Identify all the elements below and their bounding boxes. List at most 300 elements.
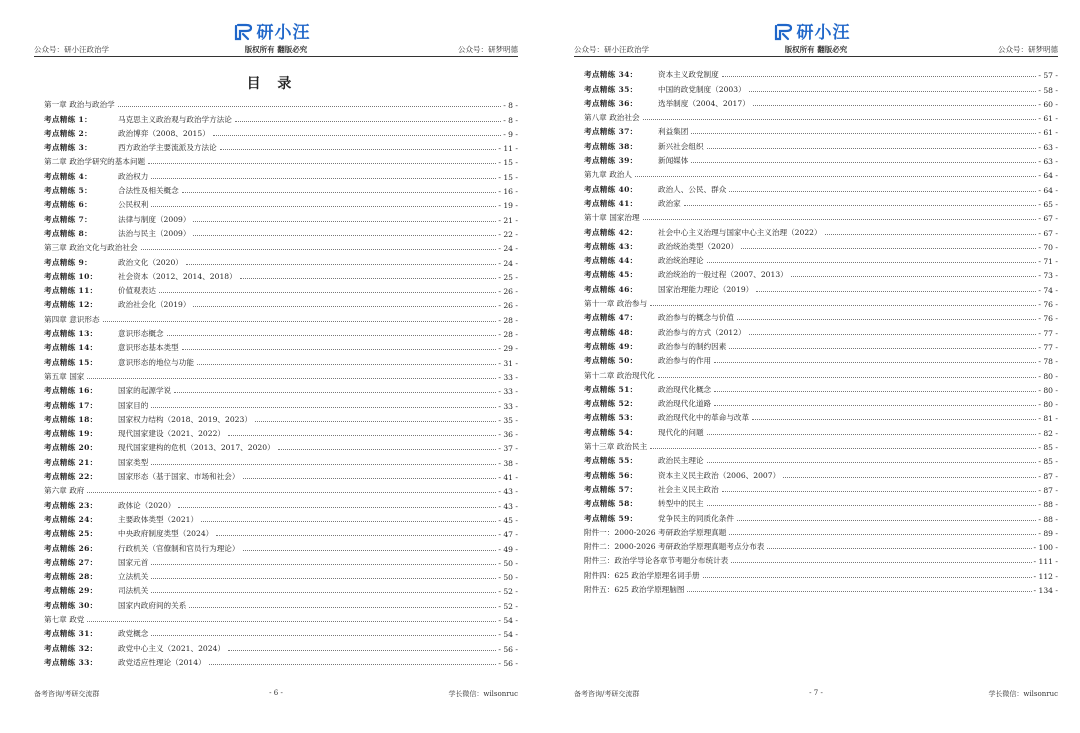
toc-entry[interactable] — [44, 196, 518, 210]
entry-code: 考点精练 50： — [584, 356, 638, 366]
entry-code: 考点精练 30： — [44, 600, 98, 610]
toc-entry[interactable] — [44, 639, 518, 653]
entry-page: - 8 - — [503, 101, 518, 111]
entry-title: 政党中心主义（2021、2024） — [118, 643, 225, 653]
dot-leader — [220, 149, 497, 150]
toc-chapter[interactable] — [44, 153, 518, 167]
entry-title: 第三章 政治文化与政治社会 — [44, 243, 138, 253]
dot-leader — [148, 163, 496, 164]
toc-list — [584, 66, 1058, 595]
entry-code: 考点精练 35： — [584, 84, 638, 94]
toc-entry[interactable] — [44, 268, 518, 282]
entry-code: 考点精练 38： — [584, 141, 638, 151]
entry-page: - 43 - — [498, 501, 518, 511]
entry-title: 国家类型 — [118, 457, 149, 467]
entry-code: 考点精练 36： — [584, 98, 638, 108]
dot-leader — [714, 362, 1036, 363]
entry-page: - 15 - — [498, 158, 518, 168]
toc-entry[interactable] — [584, 180, 1058, 194]
dot-leader — [151, 592, 496, 593]
entry-title: 党争民主的同质化条件 — [658, 513, 734, 523]
entry-page: - 87 - — [1038, 471, 1058, 481]
entry-title: 政治家 — [658, 198, 681, 208]
entry-code: 考点精练 40： — [584, 184, 638, 194]
dot-leader — [741, 248, 1036, 249]
dot-leader — [193, 235, 496, 236]
entry-title: 新闻媒体 — [658, 156, 689, 166]
toc-entry[interactable] — [584, 509, 1058, 523]
dot-leader — [228, 650, 496, 651]
dot-leader — [691, 133, 1036, 134]
entry-title: 政治参与的作用 — [658, 356, 712, 366]
toc-chapter[interactable] — [44, 310, 518, 324]
entry-page: - 56 - — [498, 644, 518, 654]
dot-leader — [731, 562, 1031, 563]
toc-entry[interactable] — [584, 252, 1058, 266]
toc-chapter[interactable] — [584, 295, 1058, 309]
toc-chapter[interactable] — [584, 109, 1058, 123]
page-header — [574, 44, 1058, 56]
entry-page: - 87 - — [1038, 485, 1058, 495]
toc-chapter[interactable] — [44, 482, 518, 496]
entry-title: 第九章 政治人 — [584, 170, 632, 180]
entry-page: - 56 - — [498, 658, 518, 668]
dot-leader — [151, 578, 496, 579]
entry-code: 考点精练 17： — [44, 400, 98, 410]
entry-title: 政治现代化道路 — [658, 399, 712, 409]
toc-entry[interactable] — [584, 309, 1058, 323]
entry-code: 考点精练 37： — [584, 127, 638, 137]
entry-title: 国家目的 — [118, 400, 149, 410]
entry-title: 新兴社会组织 — [658, 141, 704, 151]
entry-code: 考点精练 26： — [44, 543, 98, 553]
dot-leader — [151, 464, 496, 465]
page-footer — [34, 689, 518, 701]
entry-page: - 82 - — [1038, 428, 1058, 438]
entry-title: 资本主义民主政治（2006、2007） — [658, 470, 781, 480]
toc-entry[interactable] — [584, 195, 1058, 209]
footer-left: 备考咨询/考研交流群 — [34, 690, 100, 698]
dot-leader — [178, 507, 496, 508]
dot-leader — [707, 262, 1037, 263]
entry-code: 考点精练 41： — [584, 198, 638, 208]
dot-leader — [151, 635, 496, 636]
page-number: - 7 - — [809, 689, 823, 697]
entry-title: 立法机关 — [118, 572, 149, 582]
dot-leader — [707, 434, 1037, 435]
dot-leader — [691, 162, 1036, 163]
dot-leader — [752, 419, 1036, 420]
toc-chapter[interactable] — [44, 611, 518, 625]
toc-entry[interactable] — [584, 95, 1058, 109]
dot-leader — [103, 321, 497, 322]
toc-entry[interactable] — [584, 80, 1058, 94]
entry-page: - 71 - — [1038, 257, 1058, 267]
dot-leader — [151, 407, 496, 408]
toc-entry[interactable] — [44, 210, 518, 224]
dot-leader — [729, 534, 1036, 535]
entry-code: 考点精练 5： — [44, 186, 92, 196]
entry-page: - 61 - — [1038, 114, 1058, 124]
entry-page: - 9 - — [503, 129, 518, 139]
entry-page: - 43 - — [498, 487, 518, 497]
entry-code: 考点精练 16： — [44, 386, 98, 396]
toc-entry[interactable] — [44, 625, 518, 639]
dot-leader — [749, 91, 1037, 92]
entry-title: 国家治理能力理论（2019） — [658, 284, 754, 294]
toc-entry[interactable] — [584, 123, 1058, 137]
toc-chapter[interactable] — [584, 366, 1058, 380]
toc-chapter[interactable] — [584, 581, 1058, 595]
entry-page: - 47 - — [498, 530, 518, 540]
toc-entry[interactable] — [44, 596, 518, 610]
entry-title: 利益集团 — [658, 127, 689, 137]
entry-title: 社会主义民主政治 — [658, 484, 719, 494]
dot-leader — [658, 377, 1037, 378]
entry-code: 考点精练 45： — [584, 270, 638, 280]
header-left: 公众号：研小汪政治学 — [574, 45, 649, 54]
header-center: 版权所有 翻版必究 — [784, 45, 848, 54]
entry-page: - 24 - — [498, 258, 518, 268]
entry-code: 考点精练 10： — [44, 271, 98, 281]
entry-page: - 31 - — [498, 358, 518, 368]
toc-entry[interactable] — [44, 468, 518, 482]
entry-code: 考点精练 52： — [584, 399, 638, 409]
entry-title: 西方政治学主要流派及方法论 — [118, 143, 217, 153]
entry-code: 考点精练 56： — [584, 470, 638, 480]
entry-page: - 77 - — [1038, 342, 1058, 352]
entry-title: 意识形态概念 — [118, 329, 164, 339]
entry-code: 考点精练 54： — [584, 427, 638, 437]
dot-leader — [737, 520, 1036, 521]
toc-entry[interactable] — [44, 525, 518, 539]
entry-code: 考点精练 20： — [44, 443, 98, 453]
entry-code: 考点精练 51： — [584, 384, 638, 394]
entry-title: 附件五：625 政治学原理脑图 — [584, 584, 685, 594]
toc-chapter[interactable] — [44, 96, 518, 110]
toc-chapter[interactable] — [584, 538, 1058, 552]
entry-title: 第十一章 政治参与 — [584, 299, 648, 309]
entry-title: 政治民主理论 — [658, 456, 704, 466]
entry-title: 司法机关 — [118, 586, 149, 596]
entry-title: 价值观表达 — [118, 286, 156, 296]
entry-page: - 29 - — [498, 344, 518, 354]
toc-chapter[interactable] — [584, 524, 1058, 538]
toc-entry[interactable] — [44, 568, 518, 582]
toc-entry[interactable] — [44, 582, 518, 596]
toc-entry[interactable] — [44, 325, 518, 339]
dot-leader — [684, 205, 1037, 206]
dot-leader — [182, 192, 497, 193]
entry-title: 政治统治理论 — [658, 256, 704, 266]
entry-code: 考点精练 23： — [44, 500, 98, 510]
entry-title: 社会中心主义治理与国家中心主义治理（2022） — [658, 227, 822, 237]
entry-page: - 15 - — [498, 172, 518, 182]
entry-code: 考点精练 13： — [44, 329, 98, 339]
entry-code: 考点精练 24： — [44, 514, 98, 524]
toc-entry[interactable] — [584, 266, 1058, 280]
entry-page: - 26 - — [498, 287, 518, 297]
entry-page: - 38 - — [498, 458, 518, 468]
entry-title: 政治权力 — [118, 171, 149, 181]
entry-title: 社会资本（2012、2014、2018） — [118, 271, 237, 281]
header-right: 公众号：研梦明德 — [998, 45, 1058, 54]
entry-code: 考点精练 39： — [584, 156, 638, 166]
entry-page: - 16 - — [498, 187, 518, 197]
entry-title: 国家的起源学说 — [118, 386, 172, 396]
dot-leader — [255, 421, 496, 422]
dot-leader — [228, 435, 496, 436]
entry-page: - 85 - — [1038, 457, 1058, 467]
entry-page: - 134 - — [1033, 585, 1058, 595]
entry-title: 行政机关（官僚制和官员行为理论） — [118, 543, 240, 553]
dot-leader — [216, 535, 496, 536]
entry-code: 考点精练 46： — [584, 284, 638, 294]
entry-code: 考点精练 1： — [44, 114, 92, 124]
dot-leader — [243, 478, 497, 479]
entry-page: - 76 - — [1038, 314, 1058, 324]
logo-icon — [774, 23, 794, 41]
toc-entry[interactable] — [584, 352, 1058, 366]
dot-leader — [193, 306, 496, 307]
toc-entry[interactable] — [44, 425, 518, 439]
entry-title: 意识形态的地位与功能 — [118, 357, 194, 367]
toc-entry[interactable] — [44, 110, 518, 124]
dot-leader — [87, 378, 496, 379]
entry-title: 政党适应性理论（2014） — [118, 657, 206, 667]
toc-entry[interactable] — [584, 481, 1058, 495]
toc-entry[interactable] — [44, 182, 518, 196]
entry-page: - 50 - — [498, 558, 518, 568]
entry-code: 考点精练 8： — [44, 228, 92, 238]
entry-title: 国家元首 — [118, 557, 149, 567]
entry-page: - 54 - — [498, 630, 518, 640]
toc-entry[interactable] — [584, 409, 1058, 423]
toc-chapter[interactable] — [44, 239, 518, 253]
dot-leader — [151, 564, 496, 565]
entry-page: - 78 - — [1038, 357, 1058, 367]
toc-entry[interactable] — [44, 339, 518, 353]
entry-title: 政治统治类型（2020） — [658, 241, 739, 251]
entry-title: 第二章 政治学研究的基本问题 — [44, 157, 146, 167]
toc-chapter[interactable] — [584, 209, 1058, 223]
dot-leader — [791, 276, 1037, 277]
entry-page: - 61 - — [1038, 128, 1058, 138]
entry-page: - 70 - — [1038, 242, 1058, 252]
dot-leader — [825, 234, 1037, 235]
dot-leader — [753, 105, 1037, 106]
dot-leader — [151, 178, 496, 179]
header-left: 公众号：研小汪政治学 — [34, 45, 109, 54]
page-number: - 6 - — [269, 689, 283, 697]
entry-code: 考点精练 44： — [584, 256, 638, 266]
entry-title: 马克思主义政治观与政治学方法论 — [118, 114, 232, 124]
entry-title: 意识形态基本类型 — [118, 343, 179, 353]
toc-entry[interactable] — [584, 323, 1058, 337]
dot-leader — [643, 119, 1037, 120]
toc-entry[interactable] — [584, 423, 1058, 437]
entry-code: 考点精练 4： — [44, 171, 92, 181]
toc-entry[interactable] — [584, 381, 1058, 395]
entry-page: - 33 - — [498, 372, 518, 382]
toc-entry[interactable] — [44, 411, 518, 425]
toc-entry[interactable] — [584, 395, 1058, 409]
toc-entry[interactable] — [44, 282, 518, 296]
header-divider — [34, 56, 518, 57]
right-page — [548, 0, 1076, 733]
dot-leader — [235, 121, 501, 122]
toc-entry[interactable] — [44, 496, 518, 510]
toc-entry[interactable] — [44, 353, 518, 367]
entry-page: - 52 - — [498, 601, 518, 611]
entry-page: - 88 - — [1038, 514, 1058, 524]
toc-title: 目 录 — [246, 76, 298, 92]
toc-entry[interactable] — [44, 539, 518, 553]
header-divider — [574, 56, 1058, 57]
dot-leader — [182, 349, 497, 350]
toc-entry[interactable] — [44, 253, 518, 267]
dot-leader — [118, 106, 501, 107]
entry-page: - 63 - — [1038, 157, 1058, 167]
entry-page: - 76 - — [1038, 300, 1058, 310]
entry-code: 考点精练 2： — [44, 128, 92, 138]
entry-code: 考点精练 49： — [584, 341, 638, 351]
dot-leader — [687, 591, 1031, 592]
toc-entry[interactable] — [584, 137, 1058, 151]
entry-page: - 49 - — [498, 544, 518, 554]
entry-page: - 11 - — [498, 144, 518, 154]
entry-title: 法律与制度（2009） — [118, 214, 191, 224]
entry-code: 考点精练 3： — [44, 143, 92, 153]
dot-leader — [141, 249, 497, 250]
toc-entry[interactable] — [44, 439, 518, 453]
entry-title: 第七章 政党 — [44, 614, 85, 624]
entry-title: 主要政体类型（2021） — [118, 514, 199, 524]
entry-page: - 80 - — [1038, 400, 1058, 410]
dot-leader — [213, 135, 501, 136]
entry-title: 第十三章 政治民主 — [584, 442, 648, 452]
toc-entry[interactable] — [44, 511, 518, 525]
entry-title: 政治统治的一般过程（2007、2013） — [658, 270, 788, 280]
entry-title: 第一章 政治与政治学 — [44, 100, 115, 110]
header-right: 公众号：研梦明德 — [458, 45, 518, 54]
entry-page: - 112 - — [1033, 571, 1058, 581]
toc-entry[interactable] — [584, 223, 1058, 237]
entry-page: - 45 - — [498, 515, 518, 525]
entry-code: 考点精练 57： — [584, 484, 638, 494]
toc-entry[interactable] — [44, 654, 518, 668]
logo-text: 研小汪 — [796, 23, 851, 43]
entry-title: 选举制度（2004、2017） — [658, 98, 750, 108]
entry-code: 考点精练 42： — [584, 227, 638, 237]
entry-page: - 77 - — [1038, 328, 1058, 338]
toc-entry[interactable] — [584, 466, 1058, 480]
toc-entry[interactable] — [44, 554, 518, 568]
toc-entry[interactable] — [584, 338, 1058, 352]
entry-page: - 36 - — [498, 430, 518, 440]
header-center: 版权所有 翻版必究 — [244, 45, 308, 54]
dot-leader — [635, 176, 1036, 177]
entry-page: - 74 - — [1038, 285, 1058, 295]
entry-page: - 65 - — [1038, 199, 1058, 209]
toc-entry[interactable] — [44, 225, 518, 239]
footer-right: 学长微信：wilsonruc — [988, 690, 1058, 698]
entry-page: - 8 - — [503, 115, 518, 125]
toc-chapter[interactable] — [584, 566, 1058, 580]
entry-page: - 50 - — [498, 573, 518, 583]
entry-title: 政治参与的方式（2012） — [658, 327, 746, 337]
toc-entry[interactable] — [584, 66, 1058, 80]
toc-entry[interactable] — [584, 495, 1058, 509]
entry-code: 考点精练 21： — [44, 457, 98, 467]
entry-title: 政治参与的制约因素 — [658, 341, 727, 351]
entry-title: 政治社会化（2019） — [118, 300, 191, 310]
toc-chapter[interactable] — [584, 438, 1058, 452]
toc-entry[interactable] — [44, 167, 518, 181]
dot-leader — [722, 76, 1037, 77]
entry-title: 资本主义政党制度 — [658, 70, 719, 80]
toc-entry[interactable] — [584, 238, 1058, 252]
dot-leader — [174, 392, 496, 393]
logo-icon — [234, 23, 254, 41]
entry-page: - 41 - — [498, 473, 518, 483]
dot-leader — [193, 221, 496, 222]
toc-chapter[interactable] — [584, 552, 1058, 566]
toc-entry[interactable] — [44, 296, 518, 310]
entry-title: 政治文化（2020） — [118, 257, 183, 267]
entry-code: 考点精练 15： — [44, 357, 98, 367]
entry-page: - 37 - — [498, 444, 518, 454]
toc-entry[interactable] — [44, 396, 518, 410]
entry-page: - 54 - — [498, 615, 518, 625]
toc-entry[interactable] — [584, 152, 1058, 166]
entry-page: - 64 - — [1038, 185, 1058, 195]
entry-title: 政体论（2020） — [118, 500, 176, 510]
logo-text: 研小汪 — [256, 23, 311, 43]
toc-entry[interactable] — [44, 453, 518, 467]
toc-entry[interactable] — [44, 382, 518, 396]
entry-code: 考点精练 18： — [44, 414, 98, 424]
entry-code: 考点精练 6： — [44, 200, 92, 210]
dot-leader — [278, 449, 497, 450]
entry-title: 政治参与的概念与价值 — [658, 313, 734, 323]
entry-title: 合法性及相关概念 — [118, 186, 179, 196]
entry-title: 第六章 政府 — [44, 486, 85, 496]
dot-leader — [201, 521, 496, 522]
entry-title: 国家形态（基于国家、市场和社会） — [118, 472, 240, 482]
entry-title: 中央政府制度类型（2024） — [118, 529, 214, 539]
toc-entry[interactable] — [584, 452, 1058, 466]
toc-entry[interactable] — [44, 125, 518, 139]
toc-entry[interactable] — [584, 280, 1058, 294]
entry-title: 政治博弈（2008、2015） — [118, 128, 210, 138]
entry-page: - 111 - — [1033, 557, 1058, 567]
entry-page: - 57 - — [1038, 71, 1058, 81]
entry-title: 转型中的民主 — [658, 499, 704, 509]
footer-left: 备考咨询/考研交流群 — [574, 690, 640, 698]
entry-code: 考点精练 34： — [584, 70, 638, 80]
toc-entry[interactable] — [44, 139, 518, 153]
dot-leader — [243, 550, 497, 551]
left-page — [8, 0, 536, 733]
entry-page: - 88 - — [1038, 500, 1058, 510]
dot-leader — [707, 462, 1037, 463]
toc-chapter[interactable] — [44, 368, 518, 382]
toc-chapter[interactable] — [584, 166, 1058, 180]
entry-code: 考点精练 32： — [44, 643, 98, 653]
entry-page: - 28 - — [498, 315, 518, 325]
entry-title: 法治与民主（2009） — [118, 228, 191, 238]
